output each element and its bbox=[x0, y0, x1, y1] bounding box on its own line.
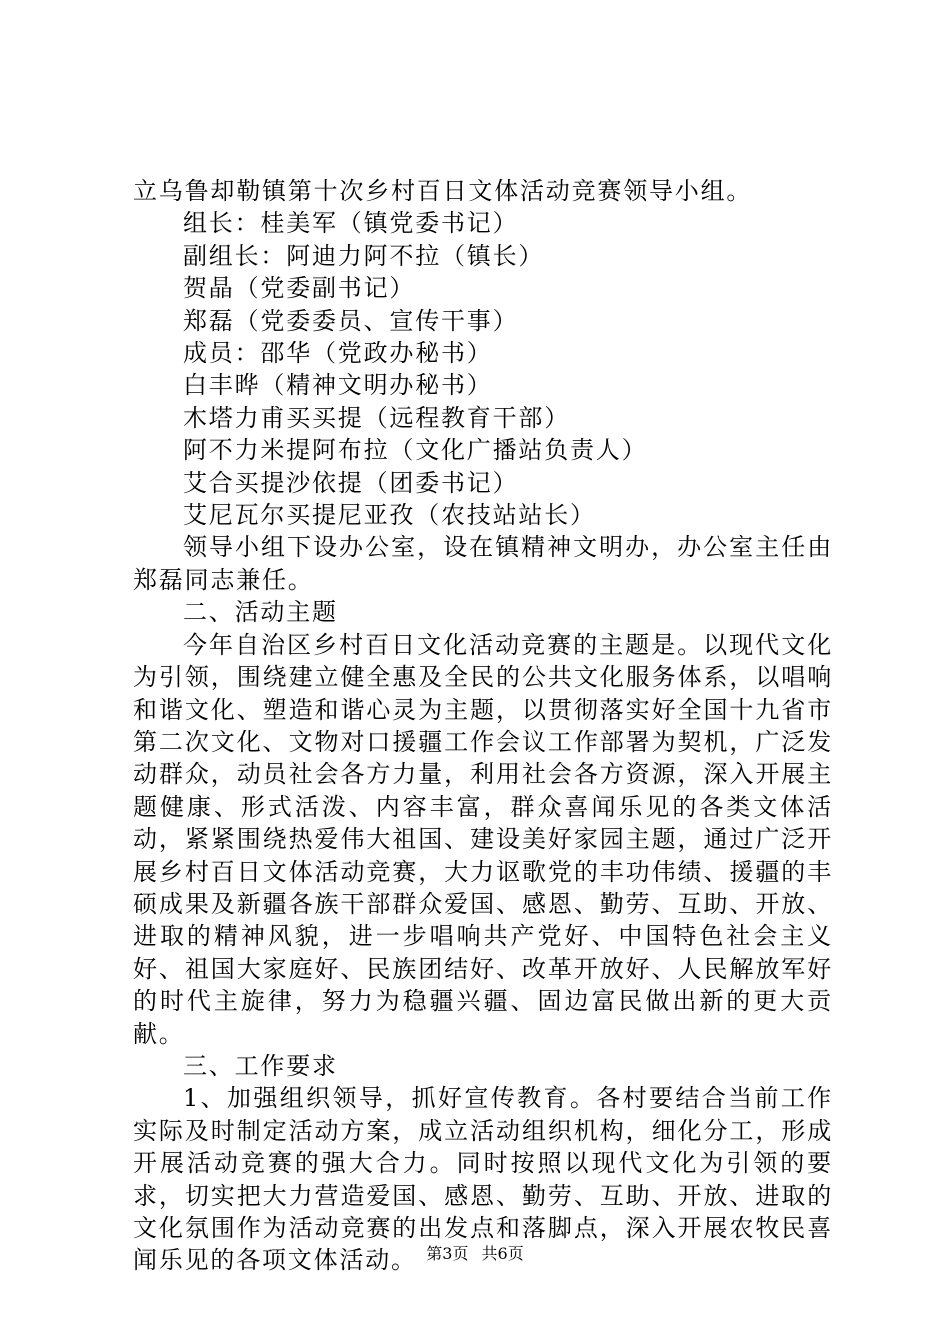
member-zheng-lei: 郑磊（党委委员、宣传干事） bbox=[183, 306, 519, 335]
office-paragraph: 领导小组下设办公室，设在镇精神文明办，办公室主任由郑磊同志兼任。 bbox=[133, 533, 833, 594]
theme-paragraph: 今年自治区乡村百日文化活动竞赛的主题是。以现代文化为引领，围绕建立健全惠及全民的公共文化服务体系，以唱响和谐文化、塑造和谐心灵为主题，以贯彻落实好全国十九省市第二次文化、文物对口援疆工作会议工作部署为契机，广泛发动群众，动员社会各方力量，利用社会各方资源，深入开展主题健康、形式活泼、内容丰富，群众喜闻乐见的各类文体活动，紧紧围绕热爱伟大祖国、建设美好家园主题，通过广泛开展乡村百日文体活动竞赛，大力讴歌党的丰功伟绩、援疆的丰硕成果及新疆各族干部群众爱国、感恩、勤劳、互助、开放、进取的精神风貌，进一步唱响共产党好、中国特色社会主义好、祖国大家庭好、民族团结好、改革开放好、人民解放军好的时代主旋律，努力为稳疆兴疆、固边富民做出新的更大贡献。 bbox=[133, 630, 833, 1048]
page-footer bbox=[0, 1244, 950, 1264]
member-leader: 组长：桂美军（镇党委书记） bbox=[183, 209, 519, 238]
intro-line: 立乌鲁却勒镇第十次乡村百日文体活动竞赛领导小组。 bbox=[133, 177, 753, 205]
document-body bbox=[133, 175, 833, 1277]
member-he-jing: 贺晶（党委副书记） bbox=[183, 274, 416, 303]
member-ainiwaer: 艾尼瓦尔买提尼亚孜（农技站站长） bbox=[183, 501, 596, 530]
requirement-paragraph-1: 1、加强组织领导，抓好宣传教育。各村要结合当前工作实际及时制定活动方案，成立活动组织机构，细化分工，形成开展活动竞赛的强大合力。同时按照以现代文化为引领的要求，切实把大力营造爱国、感恩、勤劳、互助、开放、进取的文化氛围作为活动竞赛的出发点和落脚点，深入开展农牧民喜闻乐见的各项文体活动。 bbox=[133, 1084, 833, 1275]
section-heading-theme: 二、活动主题 bbox=[183, 598, 338, 627]
page-number: 第3页 bbox=[426, 1244, 469, 1263]
member-bai-fengye: 白丰晔（精神文明办秘书） bbox=[183, 371, 493, 400]
section-heading-requirements: 三、工作要求 bbox=[183, 1051, 338, 1080]
page-total: 共6页 bbox=[481, 1244, 524, 1263]
member-deputy-leader: 副组长：阿迪力阿不拉（镇长） bbox=[183, 241, 545, 270]
member-shao-hua: 成员：邵华（党政办秘书） bbox=[183, 339, 493, 368]
member-mutalifu: 木塔力甫买买提（远程教育干部） bbox=[183, 403, 570, 432]
member-aihemaiti: 艾合买提沙依提（团委书记） bbox=[183, 468, 519, 497]
member-abulimiti: 阿不力米提阿布拉（文化广播站负责人） bbox=[183, 436, 648, 465]
